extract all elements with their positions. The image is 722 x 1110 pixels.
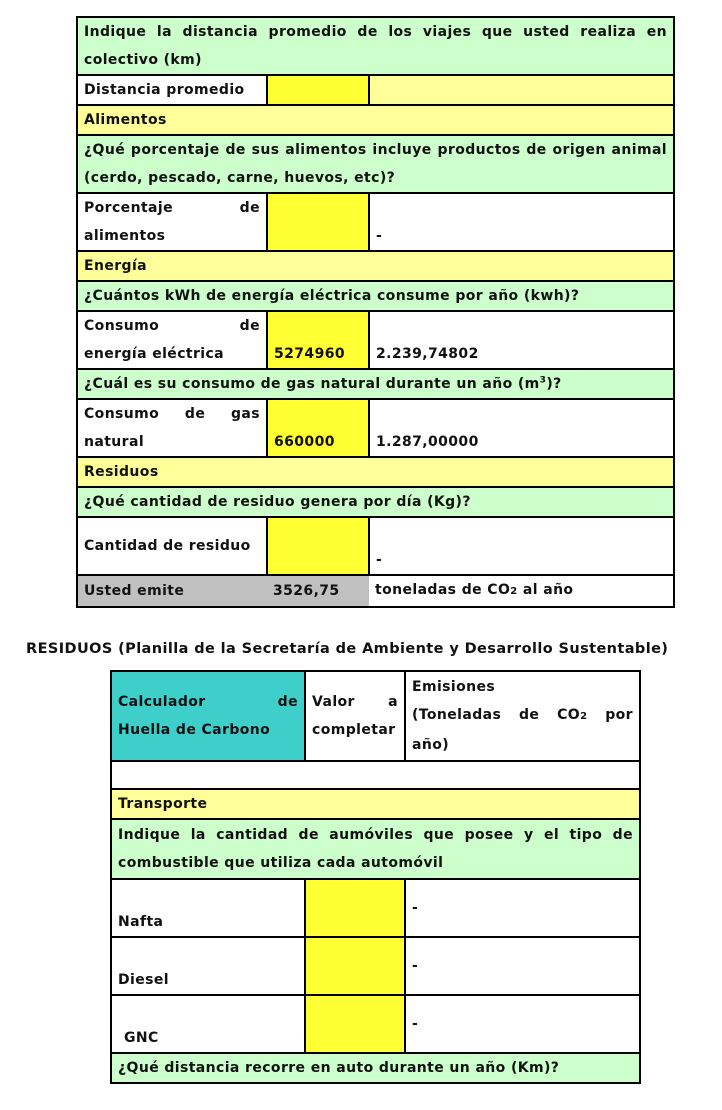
nafta-input[interactable] (305, 879, 405, 937)
waste-emission: - (369, 517, 674, 575)
diesel-input[interactable] (305, 937, 405, 995)
carbon-form-table-1 (76, 16, 675, 608)
gas-input[interactable]: 660000 (267, 399, 369, 457)
emissions-header: Emisiones (Toneladas de CO2 por año) (405, 671, 640, 761)
nafta-emission: - (405, 879, 640, 937)
waste-label: Cantidad de residuo (77, 517, 267, 575)
carbon-form-table-2 (110, 670, 641, 1084)
calculator-title: Calculador de Huella de Carbono (111, 671, 305, 761)
section-waste: Residuos (77, 457, 674, 487)
gnc-emission: - (405, 995, 640, 1053)
question-food: ¿Qué porcentaje de sus alimentos incluye productos de origen animal (cerdo, pescado, carne, huevos, etc)? (77, 135, 674, 193)
question-waste: ¿Qué cantidad de residuo genera por día (Kg)? (77, 487, 674, 517)
distance-label: Distancia promedio (77, 75, 267, 105)
food-label: Porcentaje de alimentos (77, 193, 267, 251)
fuel-gnc-label: GNC (111, 995, 305, 1053)
total-label: Usted emite (77, 575, 267, 607)
electricity-input[interactable]: 5274960 (267, 311, 369, 369)
food-emission: - (369, 193, 674, 251)
section-transport: Transporte (111, 789, 640, 819)
food-input[interactable] (267, 193, 369, 251)
question-gas: ¿Cuál es su consumo de gas natural durante un año $(m^3)$? (77, 369, 674, 399)
gas-label: Consumo de gas natural (77, 399, 267, 457)
question-cars: Indique la cantidad de aumóviles que posee y el tipo de combustible que utiliza cada automóvil (111, 819, 640, 879)
gnc-input[interactable] (305, 995, 405, 1053)
blank-row (111, 761, 640, 789)
section-energy: Energía (77, 251, 674, 281)
waste-section-heading: RESIDUOS (Planilla de la Secretaría de Ambiente y Desarrollo Sustentable) (26, 641, 669, 657)
fuel-diesel-label: Diesel (111, 937, 305, 995)
question-car-distance: ¿Qué distancia recorre en auto durante un año (Km)? (111, 1053, 640, 1083)
electricity-emission: 2.239,74802 (369, 311, 674, 369)
total-unit: toneladas de CO2 al año (369, 575, 674, 607)
total-value: 3526,75 (267, 575, 369, 607)
waste-input[interactable] (267, 517, 369, 575)
distance-emission (369, 75, 674, 105)
section-food: Alimentos (77, 105, 674, 135)
question-bus-distance: Indique la distancia promedio de los viajes que usted realiza en colectivo (km) (77, 17, 674, 75)
diesel-emission: - (405, 937, 640, 995)
distance-input[interactable] (267, 75, 369, 105)
fuel-nafta-label: Nafta (111, 879, 305, 937)
value-header: Valor a completar (305, 671, 405, 761)
gas-emission: 1.287,00000 (369, 399, 674, 457)
electricity-label: Consumo de energía eléctrica (77, 311, 267, 369)
question-electricity: ¿Cuántos kWh de energía eléctrica consume por año (kwh)? (77, 281, 674, 311)
